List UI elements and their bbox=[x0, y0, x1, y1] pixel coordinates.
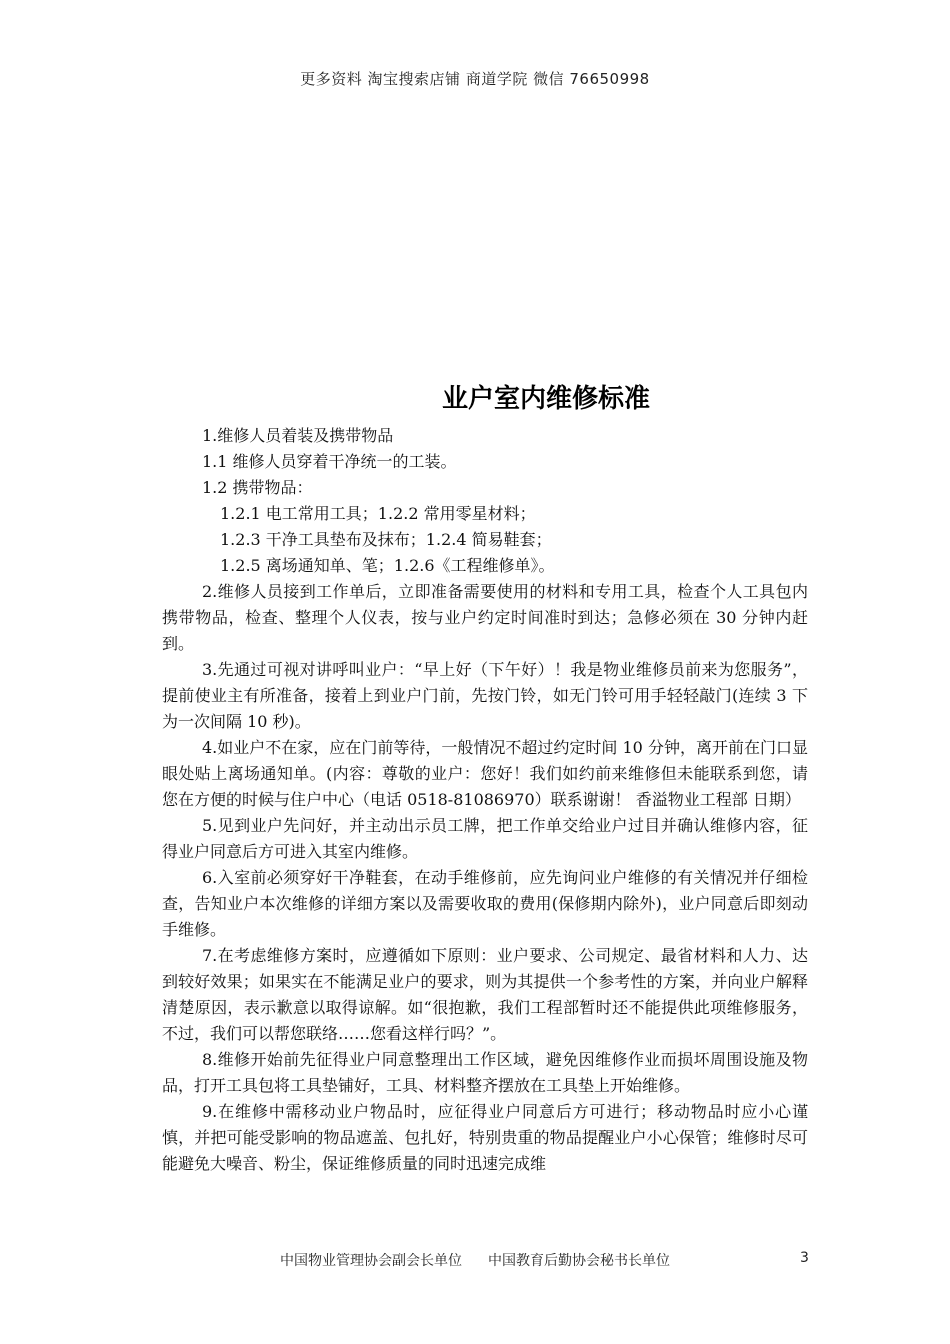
paragraph-4: 4.如业户不在家，应在门前等待，一般情况不超过约定时间 10 分钟，离开前在门口显眼处贴上离场通知单。(内容：尊敬的业户：您好！我们如约前来维修但未能联系到您，请您在方便的时候与住户中心（电话 0518-81086970）联系谢谢！ 香溢物业工程部 日期） bbox=[162, 738, 808, 809]
paragraph-8: 8.维修开始前先征得业户同意整理出工作区域，避免因维修作业而损坏周围设施及物品，打开工具包将工具垫铺好，工具、材料整齐摆放在工具垫上开始维修。 bbox=[162, 1050, 808, 1095]
paragraph-6: 6.入室前必须穿好干净鞋套，在动手维修前，应先询问业户维修的有关情况并仔细检查，告知业户本次维修的详细方案以及需要收取的费用(保修期内除外)，业户同意后即刻动手维修。 bbox=[162, 868, 808, 939]
document-title: 业户室内维修标准 bbox=[441, 384, 650, 414]
footer-right-text: 中国教育后勤协会秘书长单位 bbox=[488, 1253, 670, 1269]
paragraph-2: 2.维修人员接到工作单后，立即准备需要使用的材料和专用工具，检查个人工具包内携带物品，检查、整理个人仪表，按与业户约定时间准时到达；急修必须在 30 分钟内赶到。 bbox=[162, 582, 808, 653]
page-header: 更多资料 淘宝搜索店铺 商道学院 微信 76650998 bbox=[300, 70, 650, 88]
sub-item-row-2: 1.2.3 干净工具垫布及抹布；1.2.4 简易鞋套； bbox=[220, 530, 552, 549]
sub-item-row-3: 1.2.5 离场通知单、笔；1.2.6《工程维修单》。 bbox=[220, 556, 555, 575]
paragraph-3: 3.先通过可视对讲呼叫业户：“早上好（下午好）！我是物业维修员前来为您服务”，提前使业主有所准备，接着上到业户门前，先按门铃，如无门铃可用手轻轻敲门(连续 3 下为一次间隔 10 秒)。 bbox=[162, 660, 808, 731]
section-heading-1: 1.维修人员着装及携带物品 bbox=[202, 426, 394, 445]
page-number: 3 bbox=[800, 1250, 809, 1266]
paragraph-7: 7.在考虑维修方案时，应遵循如下原则：业户要求、公司规定、最省材料和人力、达到较好效果；如果实在不能满足业户的要求，则为其提供一个参考性的方案，并向业户解释清楚原因，表示歉意以取得谅解。如“很抱歉，我们工程部暂时还不能提供此项维修服务，不过，我们可以帮您联络……您看这样行吗？”。 bbox=[162, 946, 808, 1043]
paragraph-5: 5.见到业户先问好，并主动出示员工牌，把工作单交给业户过目并确认维修内容，征得业户同意后方可进入其室内维修。 bbox=[162, 816, 808, 861]
item-1-1: 1.1 维修人员穿着干净统一的工装。 bbox=[202, 452, 457, 471]
footer-left-text: 中国物业管理协会副会长单位 bbox=[280, 1253, 462, 1269]
sub-item-row-1: 1.2.1 电工常用工具；1.2.2 常用零星材料； bbox=[220, 504, 536, 523]
paragraph-9: 9.在维修中需移动业户物品时，应征得业户同意后方可进行；移动物品时应小心谨慎，并把可能受影响的物品遮盖、包扎好，特别贵重的物品提醒业户小心保管；维修时尽可能避免大噪音、粉尘，保证维修质量的同时迅速完成维 bbox=[162, 1102, 808, 1173]
document-body bbox=[162, 423, 808, 1177]
item-1-2: 1.2 携带物品： bbox=[202, 478, 313, 497]
